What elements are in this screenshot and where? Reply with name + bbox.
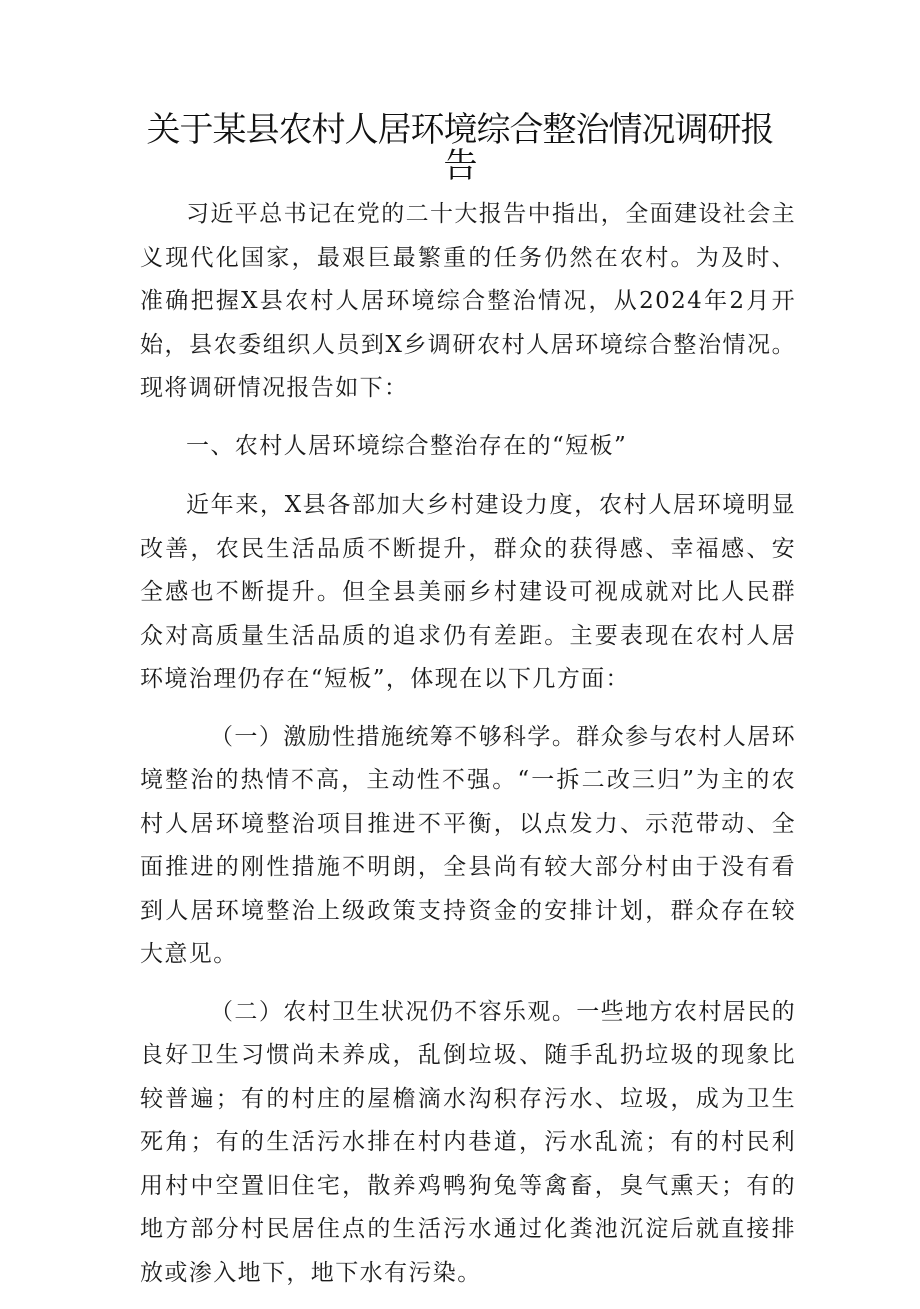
- section-paragraph: 近年来，X县各部加大乡村建设力度，农村人居环境明显改善，农民生活品质不断提升，群众的获得感、幸福感、安全感也不断提升。但全县美丽乡村建设可视成就对比人民群众对高质量生活品质的追求仍有差距。主要表现在农村人居环境治理仍存在“短板”，体现在以下几方面：: [140, 492, 796, 692]
- section-heading: 一、农村人居环境综合整治存在的“短板”: [186, 432, 628, 459]
- subsection-paragraph-2: （二）农村卫生状况仍不容乐观。一些地方农村居民的良好卫生习惯尚未养成，乱倒垃圾、随手乱扔垃圾的现象比较普遍；有的村庄的屋檐滴水沟积存污水、垃圾，成为卫生死角；有的生活污水排在村内巷道，污水乱流；有的村民利用村中空置旧住宅，散养鸡鸭狗兔等禽畜，臭气熏天；有的地方部分村民居住点的生活污水通过化粪池沉淀后就直接排放或渗入地下，地下水有污染。: [140, 998, 796, 1286]
- subsection-paragraph-1: （一）激励性措施统筹不够科学。群众参与农村人居环境整治的热情不高，主动性不强。“一拆二改三归”为主的农村人居环境整治项目推进不平衡，以点发力、示范带动、全面推进的刚性措施不明朗，全县尚有较大部分村由于没有看到人居环境整治上级政策支持资金的安排计划，群众存在较大意见。: [140, 723, 796, 967]
- document-body: [140, 193, 796, 1309]
- document-title: 关于某县农村人居环境综合整治情况调研报告: [146, 110, 774, 186]
- intro-paragraph: 习近平总书记在党的二十大报告中指出，全面建设社会主义现代化国家，最艰巨最繁重的任务仍然在农村。为及时、准确把握X县农村人居环境综合整治情况，从2024年2月开始，县农委组织人员到X乡调研农村人居环境综合整治情况。现将调研情况报告如下：: [140, 201, 796, 401]
